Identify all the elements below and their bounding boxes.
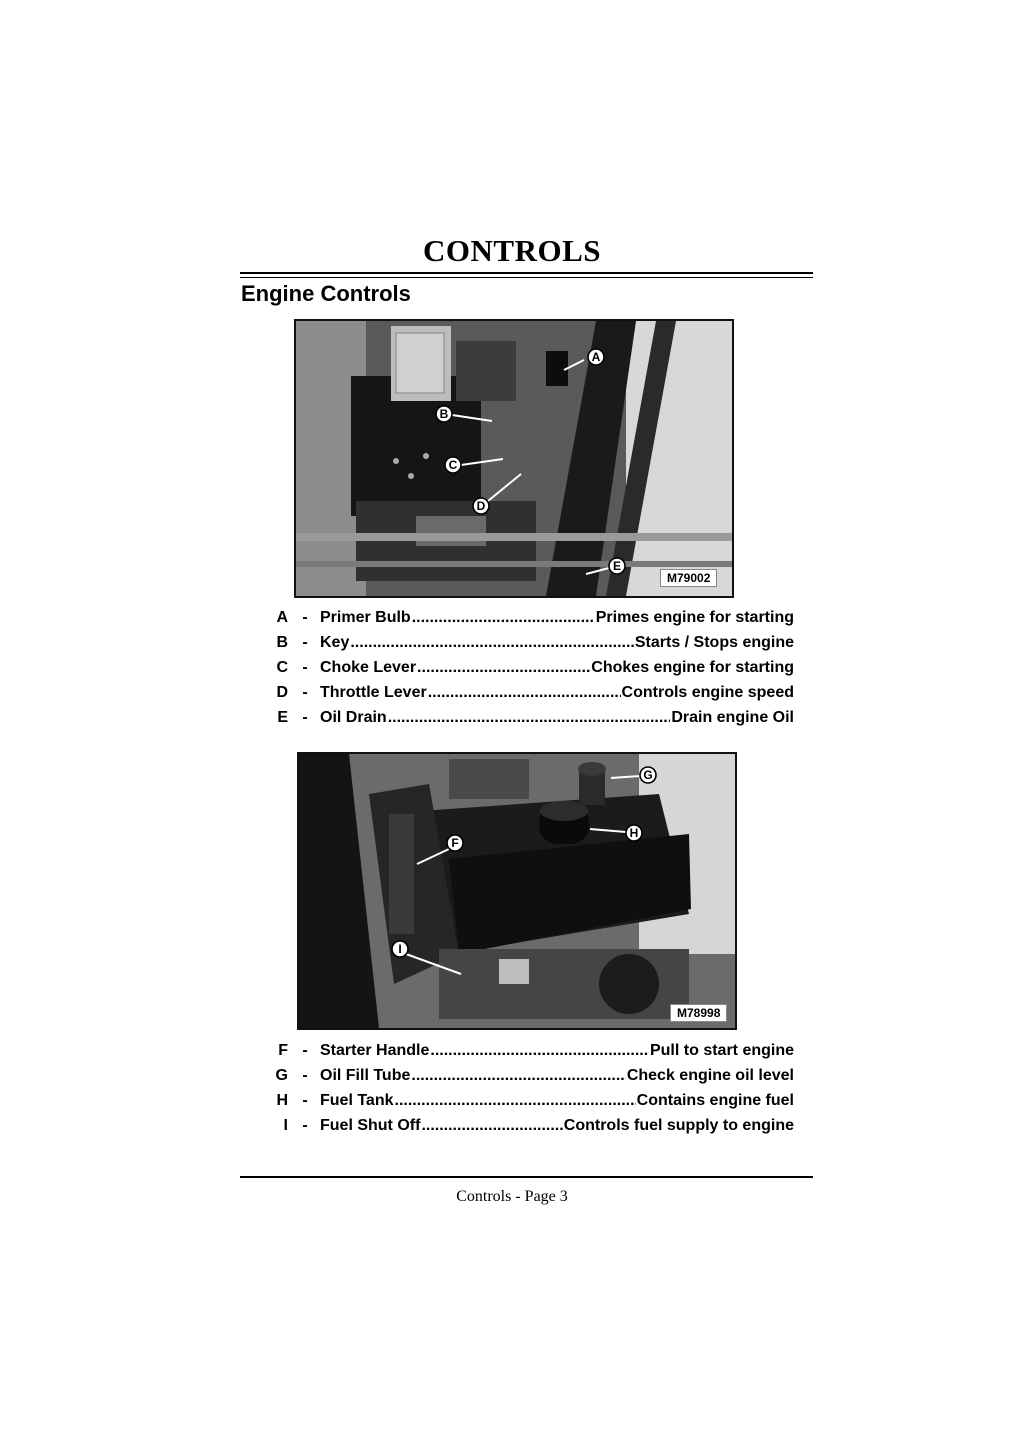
svg-text:A: A xyxy=(591,350,601,364)
control-description: Controls fuel supply to engine xyxy=(563,1117,794,1134)
legend-list-2 xyxy=(262,1042,794,1142)
legend-row-g: G - Oil Fill Tube ..... Check engine oil level xyxy=(262,1067,794,1092)
control-name: Fuel Tank xyxy=(320,1092,394,1109)
svg-text:I: I xyxy=(398,942,402,956)
legend-row-i: I - Fuel Shut Off ..... Controls fuel supply to engine xyxy=(262,1117,794,1142)
svg-text:E: E xyxy=(612,559,622,573)
footer-rule xyxy=(240,1176,813,1178)
engine-photo-2 xyxy=(297,752,737,1030)
control-description: Contains engine fuel xyxy=(636,1092,794,1109)
legend-letter: F xyxy=(278,1042,288,1059)
svg-text:G: G xyxy=(643,768,653,782)
figure-id-label: M78998 xyxy=(670,1004,727,1022)
legend-letter: A xyxy=(276,609,288,626)
legend-row-f: F - Starter Handle ..... Pull to start engine xyxy=(262,1042,794,1067)
title-rule xyxy=(240,272,813,274)
svg-text:D: D xyxy=(476,499,486,513)
legend-letter: H xyxy=(276,1092,288,1109)
legend-letter: D xyxy=(276,684,288,701)
legend-row-d: D - Throttle Lever ..... Controls engine speed xyxy=(262,684,794,709)
control-name: Fuel Shut Off xyxy=(320,1117,421,1134)
control-name: Starter Handle xyxy=(320,1042,430,1059)
legend-row-h: H - Fuel Tank ..... Contains engine fuel xyxy=(262,1092,794,1117)
control-description: Check engine oil level xyxy=(626,1067,794,1084)
figure-id-label: M79002 xyxy=(660,569,717,587)
page-footer: Controls - Page 3 xyxy=(456,1188,568,1205)
section-heading: Engine Controls xyxy=(241,281,411,306)
legend-letter: I xyxy=(283,1117,288,1134)
control-name: Throttle Lever xyxy=(320,684,427,701)
svg-text:C: C xyxy=(448,458,458,472)
engine-photo-1 xyxy=(294,319,734,598)
control-description: Controls engine speed xyxy=(621,684,794,701)
legend-row-e: E - Oil Drain ..... Drain engine Oil xyxy=(262,709,794,734)
control-description: Starts / Stops engine xyxy=(634,634,794,651)
control-name: Oil Fill Tube xyxy=(320,1067,411,1084)
legend-list-1 xyxy=(262,609,794,734)
legend-letter: G xyxy=(275,1067,288,1084)
svg-text:B: B xyxy=(439,407,449,421)
title-rule-thin xyxy=(240,277,813,278)
control-description: Chokes engine for starting xyxy=(591,659,794,676)
control-description: Drain engine Oil xyxy=(671,709,794,726)
legend-letter: C xyxy=(276,659,288,676)
control-name: Choke Lever xyxy=(320,659,417,676)
control-name: Key xyxy=(320,634,350,651)
legend-row-b: B - Key ..... Starts / Stops engine xyxy=(262,634,794,659)
control-description: Pull to start engine xyxy=(649,1042,794,1059)
control-name: Primer Bulb xyxy=(320,609,411,626)
legend-letter: B xyxy=(276,634,288,651)
control-description: Primes engine for starting xyxy=(595,609,794,626)
page-title: CONTROLS xyxy=(423,233,601,268)
legend-row-a: A - Primer Bulb ..... Primes engine for starting xyxy=(262,609,794,634)
legend-letter: E xyxy=(277,709,288,726)
legend-row-c: C - Choke Lever ..... Chokes engine for starting xyxy=(262,659,794,684)
control-name: Oil Drain xyxy=(320,709,387,726)
svg-text:H: H xyxy=(629,826,639,840)
svg-text:F: F xyxy=(451,836,459,850)
